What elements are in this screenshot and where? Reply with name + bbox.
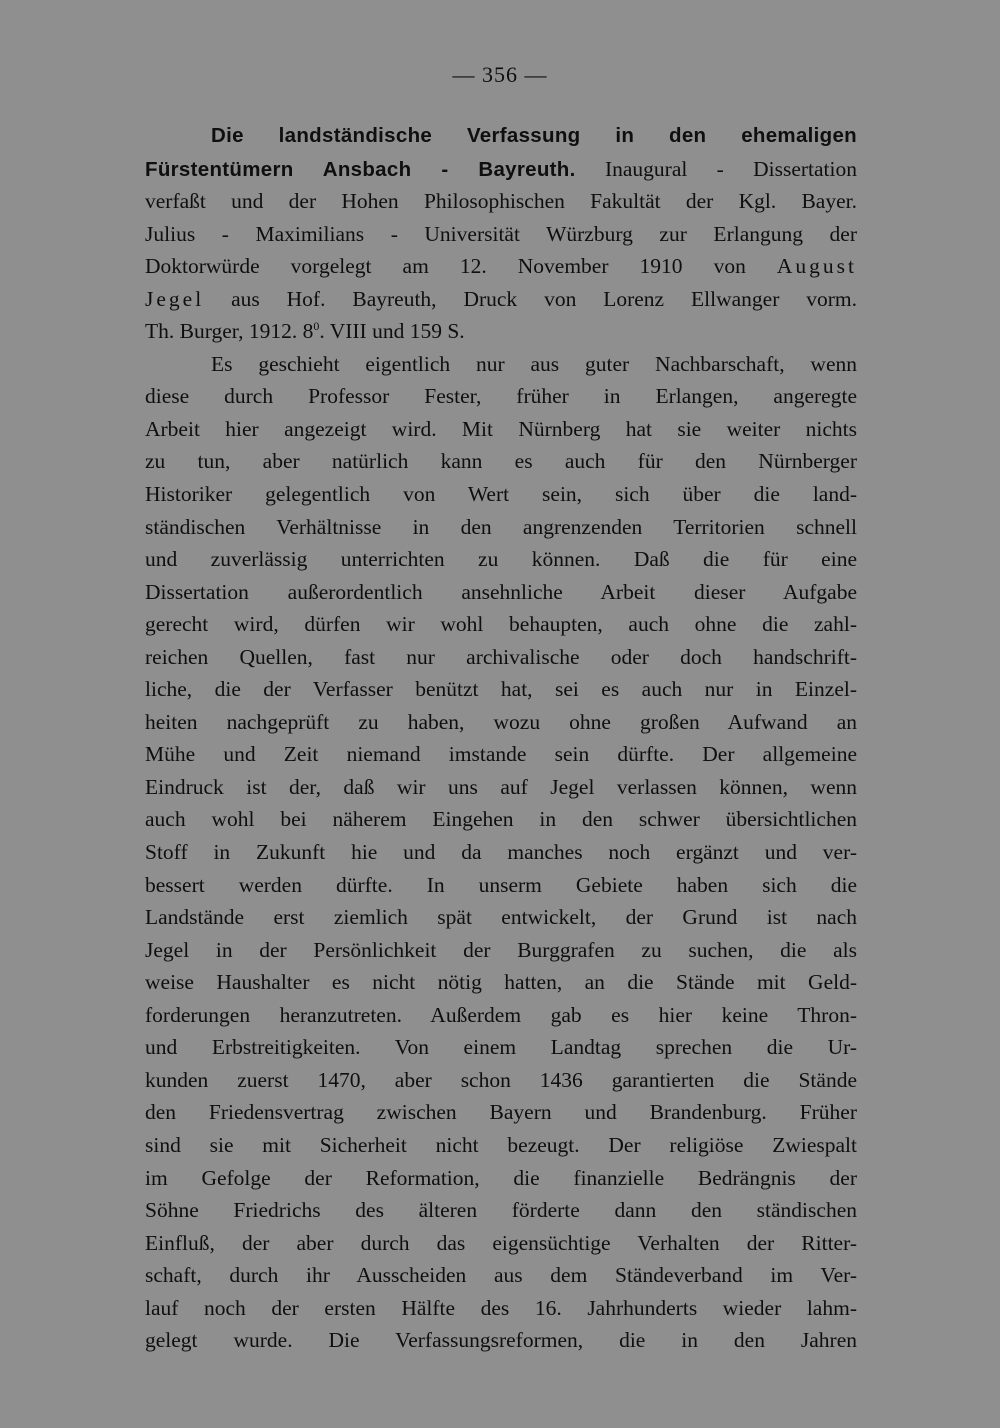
review-body — [145, 348, 857, 1357]
body-line: weise Haushalter es nicht nötig hatten, an die Stände mit Geld- — [145, 970, 857, 995]
body-line: heiten nachgeprüft zu haben, wozu ohne großen Aufwand an — [145, 709, 857, 734]
publication-year-format: Th. Burger, 1912. 8 — [145, 319, 314, 344]
body-line: Eindruck ist der, daß wir uns auf Jegel verlassen können, wenn — [145, 774, 857, 799]
bibliographic-line-5-text: Doktorwürde vorgelegt am 12. November 1910 von — [145, 254, 746, 279]
body-line: forderungen heranzutreten. Außerdem gab es hier keine Thron- — [145, 1002, 857, 1027]
body-line: lauf noch der ersten Hälfte des 16. Jahrhunderts wieder lahm- — [145, 1295, 857, 1320]
body-line: kunden zuerst 1470, aber schon 1436 garantierten die Stände — [145, 1067, 857, 1092]
body-line: schaft, durch ihr Ausscheiden aus dem Ständeverband im Ver- — [145, 1263, 857, 1288]
page-number: — 356 — — [452, 62, 548, 87]
body-line: den Friedensvertrag zwischen Bayern und Brandenburg. Früher — [145, 1100, 857, 1125]
body-line: diese durch Professor Fester, früher in Erlangen, angeregte — [145, 384, 857, 409]
review-title-line-1: Die landständische Verfassung in den ehemaligen — [211, 124, 857, 147]
bibliographic-line-6 — [145, 283, 857, 316]
body-line: liche, die der Verfasser benützt hat, sei es auch nur in Einzel- — [145, 677, 857, 702]
body-line: Einfluß, der aber durch das eigensüchtige Verhalten der Ritter- — [145, 1230, 857, 1255]
body-line: Söhne Friedrichs des älteren förderte dann den ständischen — [145, 1198, 857, 1223]
body-line: gerecht wird, dürfen wir wohl behaupten, auch ohne die zahl- — [145, 612, 857, 637]
body-line: im Gefolge der Reformation, die finanzielle Bedrängnis der — [145, 1165, 857, 1190]
body-line: und Erbstreitigkeiten. Von einem Landtag sprechen die Ur- — [145, 1035, 857, 1060]
body-line: bessert werden dürfte. In unserm Gebiete haben sich die — [145, 872, 857, 897]
bibliographic-line-3: verfaßt und der Hohen Philosophischen Fakultät der Kgl. Bayer. — [145, 189, 857, 214]
bibliographic-line-7 — [145, 315, 857, 348]
author-first-name: August — [776, 254, 857, 279]
body-line: Landstände erst ziemlich spät entwickelt, der Grund ist nach — [145, 905, 857, 930]
text-column — [145, 120, 857, 1357]
bibliographic-line-5 — [145, 250, 857, 283]
body-line: auch wohl bei näherem Eingehen in den schwer übersichtlichen — [145, 807, 857, 832]
author-surname: Jegel — [145, 286, 205, 311]
format-superscript: 0 — [313, 319, 320, 334]
dissertation-label: Inaugural - Dissertation — [604, 156, 858, 181]
review-title-continuation: Fürstentümern Ansbach - Bayreuth. — [145, 157, 576, 181]
body-line: reichen Quellen, fast nur archivalische oder doch handschrift- — [145, 644, 857, 669]
page-count: . VIII und 159 S. — [319, 319, 465, 344]
bibliographic-line-4: Julius - Maximilians - Universität Würzburg zur Erlangung der — [145, 221, 857, 246]
body-line: Historiker gelegentlich von Wert sein, sich über die land- — [145, 482, 857, 507]
review-title-line-2 — [145, 153, 857, 186]
body-line: ständischen Verhältnisse in den angrenzenden Territorien schnell — [145, 514, 857, 539]
body-line: Mühe und Zeit niemand imstande sein dürfte. Der allgemeine — [145, 742, 857, 767]
body-line: Jegel in der Persönlichkeit der Burggrafen zu suchen, die als — [145, 937, 857, 962]
body-line: Stoff in Zukunft hie und da manches noch ergänzt und ver- — [145, 840, 857, 865]
body-line: Arbeit hier angezeigt wird. Mit Nürnberg hat sie weiter nichts — [145, 416, 857, 441]
body-line: sind sie mit Sicherheit nicht bezeugt. Der religiöse Zwiespalt — [145, 1132, 857, 1157]
body-line: zu tun, aber natürlich kann es auch für den Nürnberger — [145, 449, 857, 474]
body-line: Es geschieht eigentlich nur aus guter Nachbarschaft, wenn — [211, 351, 857, 376]
body-line: gelegt wurde. Die Verfassungsreformen, die in den Jahren — [145, 1328, 857, 1353]
bibliographic-line-6-text: aus Hof. Bayreuth, Druck von Lorenz Ellwanger vorm. — [231, 286, 858, 311]
body-line: Dissertation außerordentlich ansehnliche Arbeit dieser Aufgabe — [145, 579, 857, 604]
body-line: und zuverlässig unterrichten zu können. Daß die für eine — [145, 547, 857, 572]
